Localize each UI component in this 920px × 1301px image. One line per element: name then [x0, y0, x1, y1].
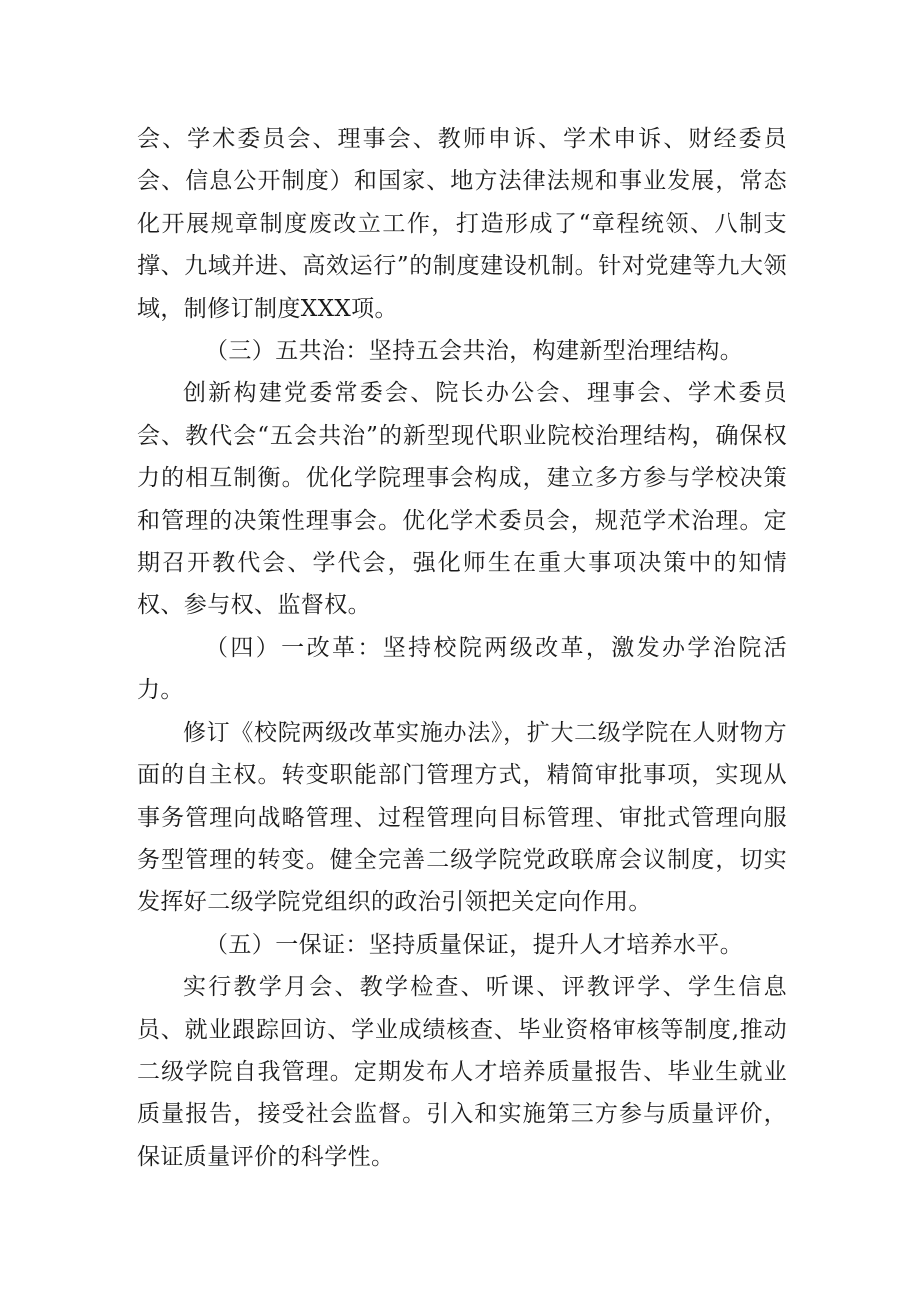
- document-body: [137, 118, 787, 1178]
- paragraph-reform: 修订《校院两级改革实施办法》，扩大二级学院在人财物方面的自主权。转变职能部门管理方式，精简审批事项，实现从事务管理向战略管理、过程管理向目标管理、审批式管理向服务型管理的转变。健全完善二级学院党政联席会议制度，切实发挥好二级学院党组织的政治引领把关定向作用。: [137, 719, 787, 916]
- section-heading-five: （五）一保证：坚持质量保证，提升人才培养水平。: [205, 931, 744, 958]
- paragraph-five-councils: 创新构建党委常委会、院长办公会、理事会、学术委员会、教代会“五会共治”的新型现代职业院校治理结构，确保权力的相互制衡。优化学院理事会构成，建立多方参与学校决策和管理的决策性理事会。优化学术委员会，规范学术治理。定期召开教代会、学代会，强化师生在重大事项决策中的知情权、参与权、监督权。: [137, 380, 787, 619]
- paragraph-quality-assurance: 实行教学月会、教学检查、听课、评教评学、学生信息员、就业跟踪回访、学业成绩核查、毕业资格审核等制度,推动二级学院自我管理。定期发布人才培养质量报告、毕业生就业质量报告，接受社会监督。引入和实施第三方参与质量评价，保证质量评价的科学性。: [137, 974, 787, 1170]
- paragraph-continuation: 会、学术委员会、理事会、教师申诉、学术申诉、财经委员会、信息公开制度）和国家、地方法律法规和事业发展，常态化开展规章制度废改立工作，打造形成了“章程统领、八制支撑、九域并进、高效运行”的制度建设机制。针对党建等九大领域，制修订制度XXX项。: [137, 126, 787, 322]
- section-heading-four: （四）一改革：坚持校院两级改革，激发办学治院活力。: [137, 634, 787, 704]
- section-heading-three: （三）五共治：坚持五会共治，构建新型治理结构。: [205, 338, 744, 365]
